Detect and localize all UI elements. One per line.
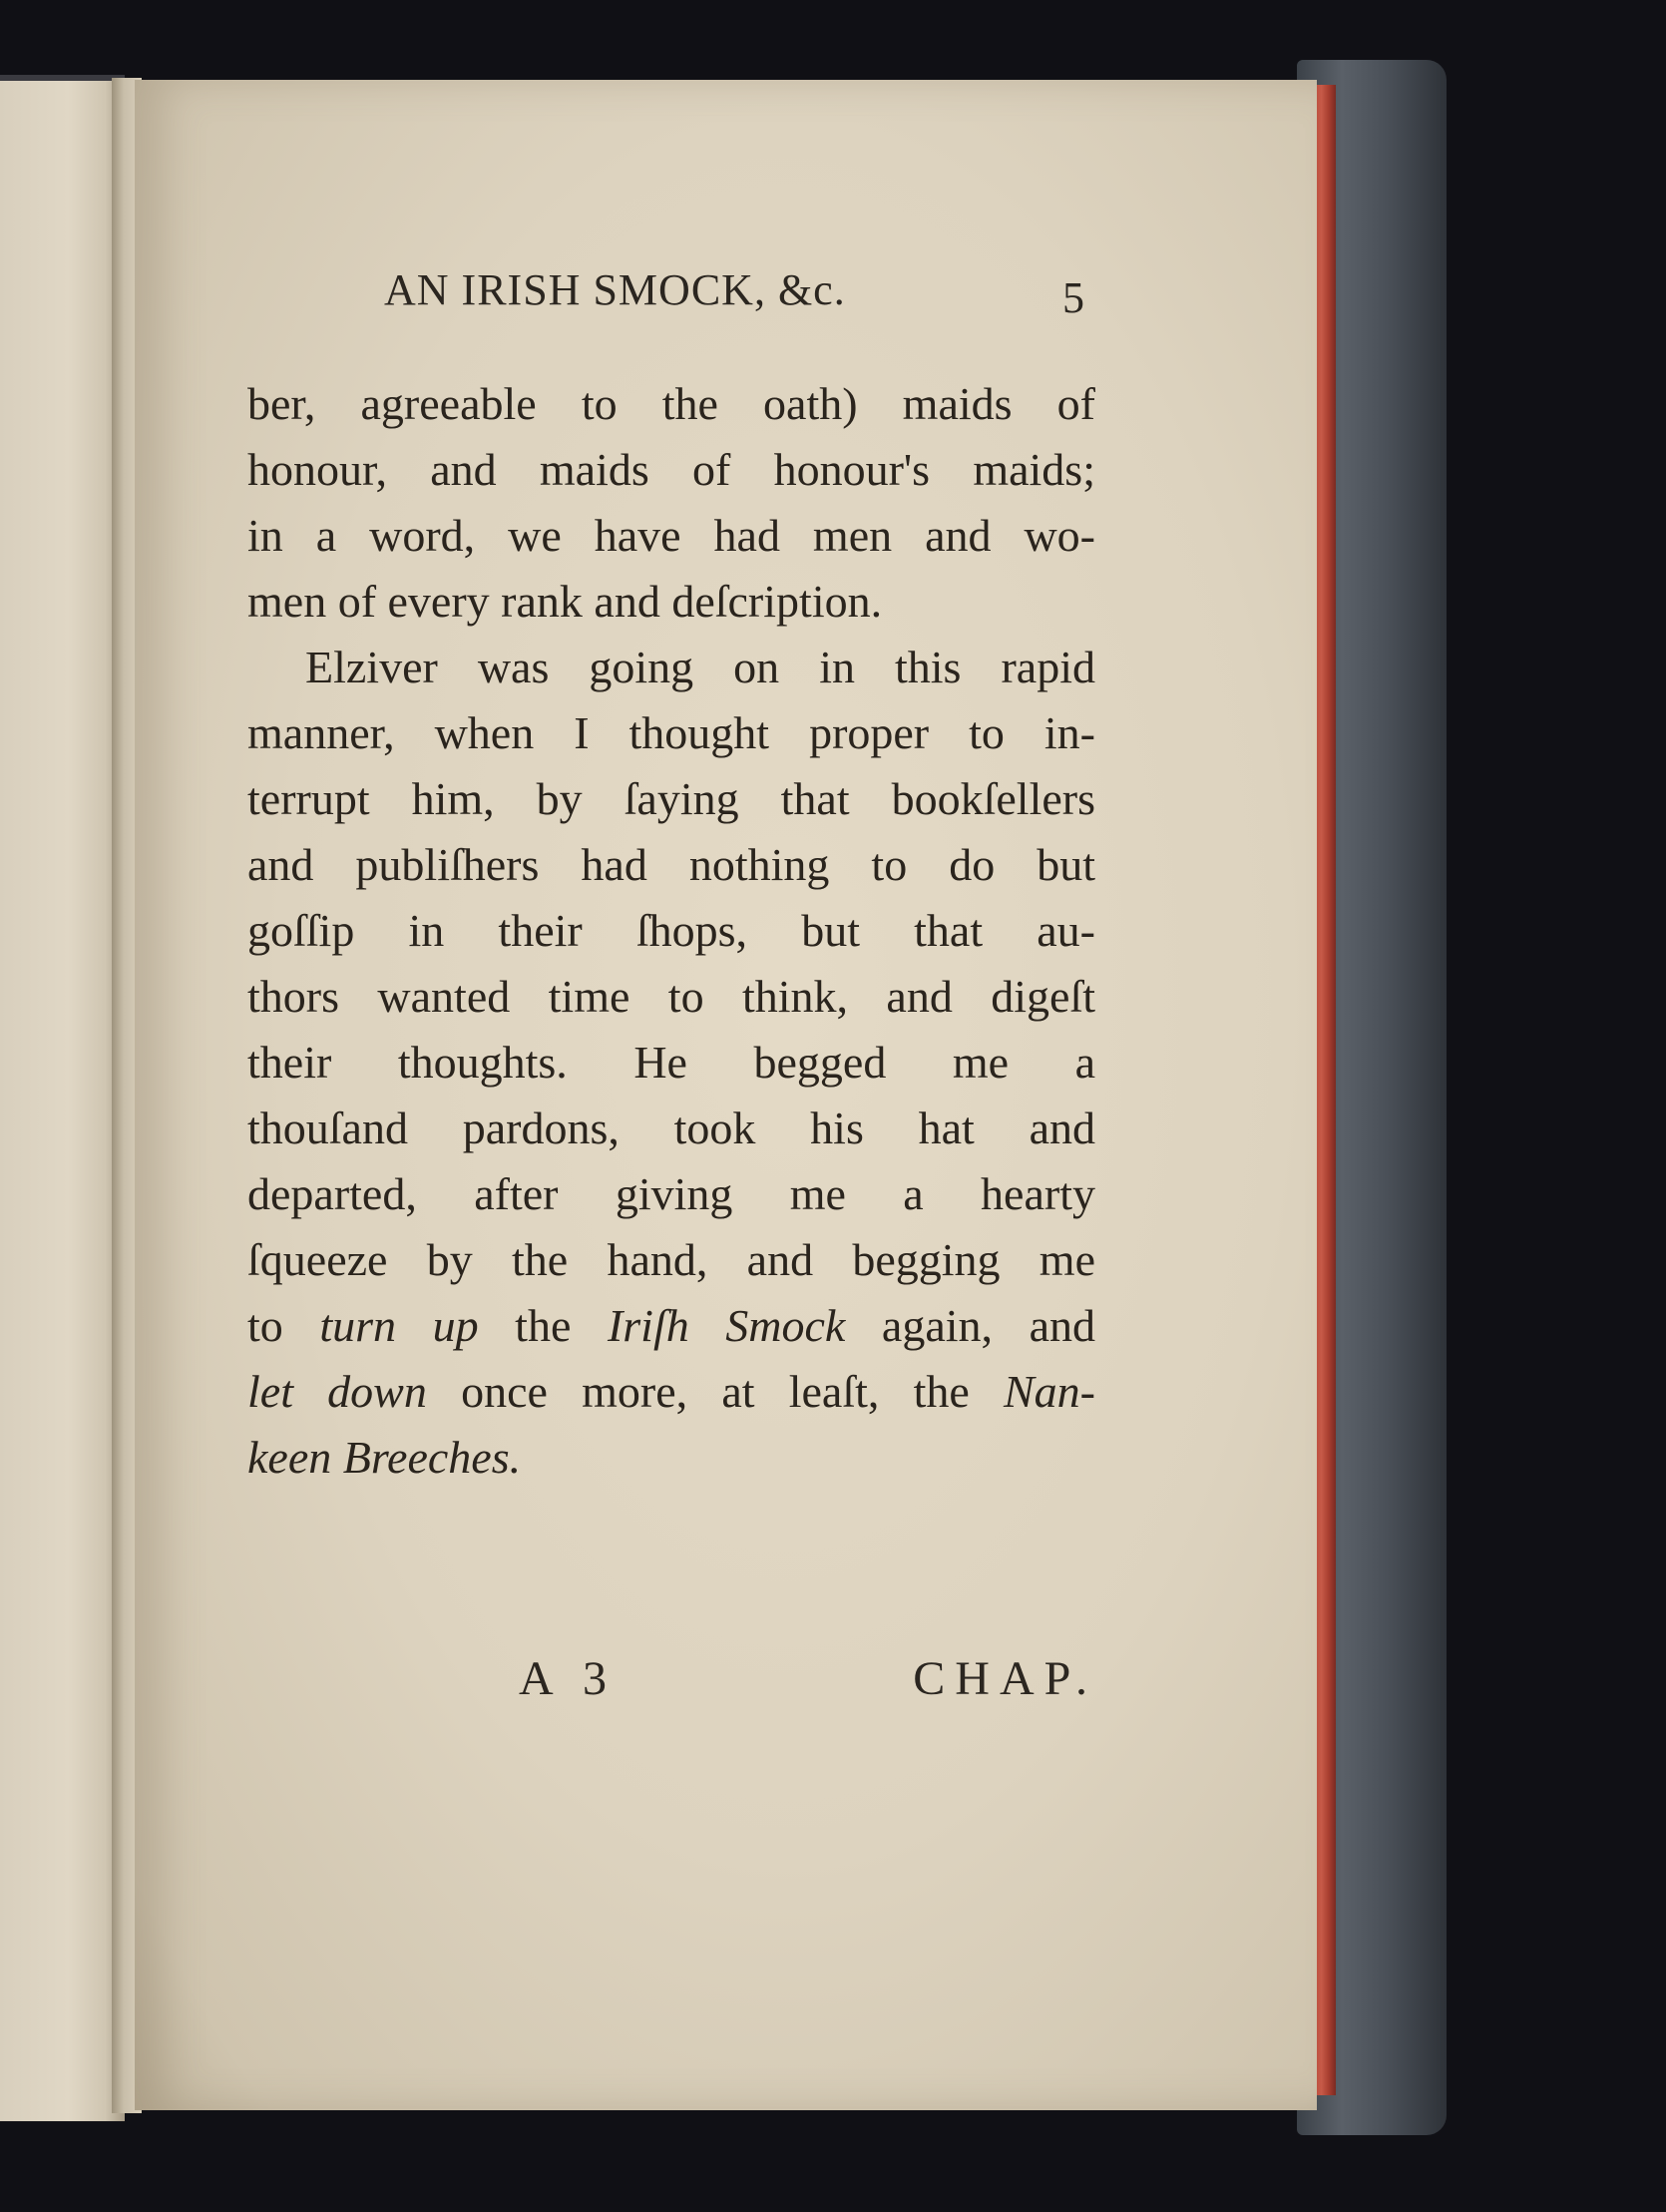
page-header <box>244 264 1102 324</box>
left-page-edge <box>0 75 125 2121</box>
text-line: manner, when I thought proper to in- <box>247 707 1095 758</box>
text-run: again, and <box>845 1300 1096 1351</box>
catchword: CHAP. <box>913 1652 1097 1705</box>
page-number: 5 <box>1062 273 1084 322</box>
text-line: Elziver was going on in this rapid <box>305 642 1095 692</box>
text-line: men of every rank and deſcription. <box>247 576 883 627</box>
text-run: the <box>478 1300 608 1351</box>
text-line: thors wanted time to think, and digeſt <box>247 971 1095 1022</box>
text-run: to <box>247 1300 320 1351</box>
text-line: their thoughts. He begged me a <box>247 1037 1095 1088</box>
text-line: terrupt him, by ſaying that bookſellers <box>247 773 1095 824</box>
page-footer <box>519 1651 1097 1721</box>
text-line: goſſip in their ſhops, but that au- <box>247 905 1095 956</box>
italic-run: let down <box>247 1366 427 1417</box>
italic-run: Iriſh Smock <box>607 1300 846 1351</box>
text-line: in a word, we have had men and wo- <box>247 510 1095 561</box>
text-line: ſqueeze by the hand, and begging me <box>247 1234 1095 1285</box>
text-line <box>247 1359 1095 1425</box>
text-line: and publiſhers had nothing to do but <box>247 839 1095 890</box>
text-line: keen Breeches. <box>247 1432 522 1483</box>
italic-run: turn up <box>319 1300 479 1351</box>
text-run: once more, at leaſt, the <box>426 1366 1004 1417</box>
text-line: honour, and maids of honour's maids; <box>247 444 1095 495</box>
text-line: thouſand pardons, took his hat and <box>247 1103 1095 1153</box>
running-title: AN IRISH SMOCK, &c. <box>384 265 846 314</box>
signature-mark: A 3 <box>519 1652 618 1705</box>
body-text <box>247 371 1095 1491</box>
text-line: departed, after giving me a hearty <box>247 1168 1095 1219</box>
italic-run: Nan- <box>1004 1366 1095 1417</box>
text-line: ber, agreeable to the oath) maids of <box>247 378 1095 429</box>
text-line <box>247 1293 1095 1359</box>
